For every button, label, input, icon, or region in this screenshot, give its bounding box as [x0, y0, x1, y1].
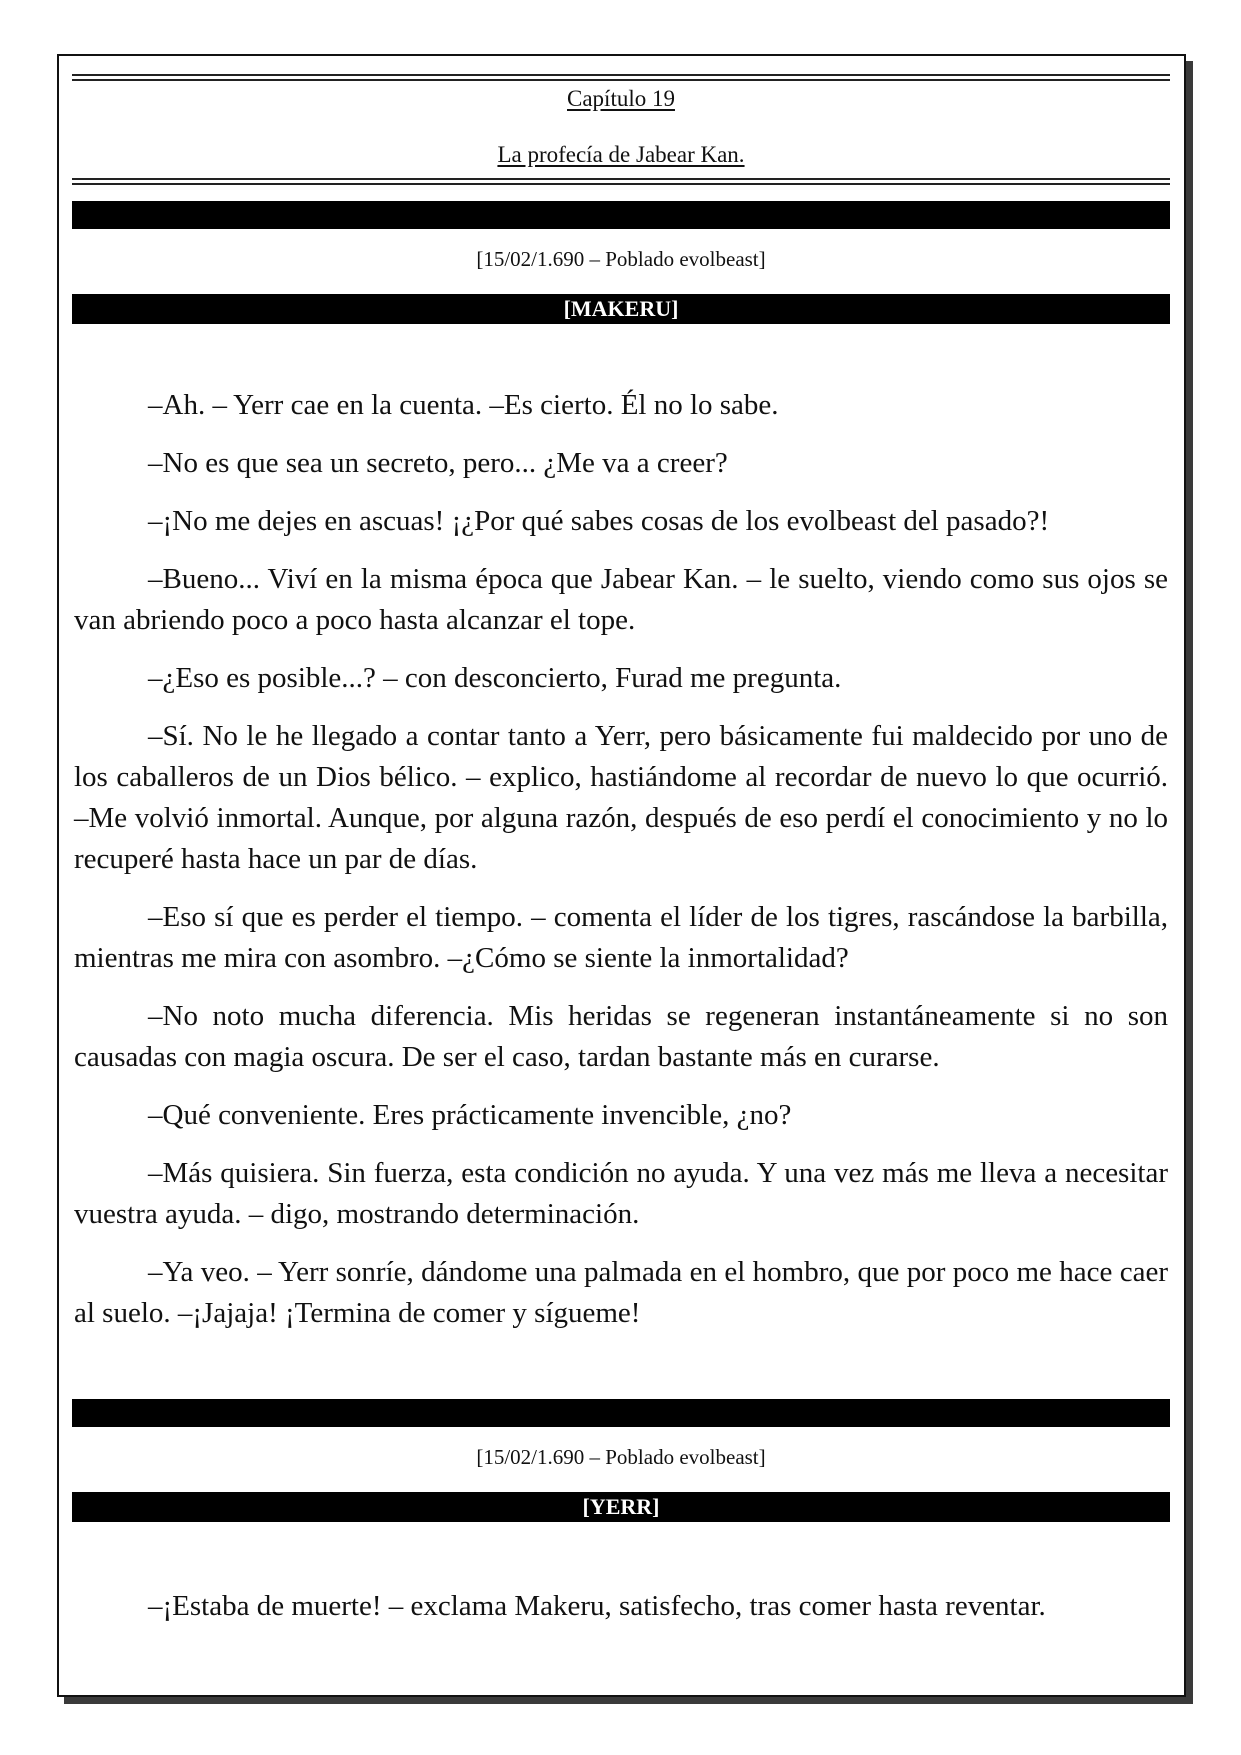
- scene-body: [74, 385, 1168, 1351]
- paragraph: –¿Eso es posible...? – con desconcierto, Furad me pregunta.: [148, 662, 842, 694]
- paragraph: –Ah. – Yerr cae en la cuenta. –Es cierto. Él no lo sabe.: [148, 389, 779, 421]
- paragraph: –Qué conveniente. Eres prácticamente invencible, ¿no?: [148, 1099, 792, 1131]
- scene-separator-bar: [72, 1399, 1170, 1427]
- chapter-title: La profecía de Jabear Kan.: [497, 142, 745, 167]
- paragraph: –¡No me dejes en ascuas! ¡¿Por qué sabes cosas de los evolbeast del pasado?!: [148, 505, 1050, 537]
- header-top-rule: [72, 74, 1170, 81]
- pov-banner: [YERR]: [72, 1492, 1170, 1522]
- pov-banner: [MAKERU]: [72, 294, 1170, 324]
- paragraph: –Bueno... Viví en la misma época que Jabear Kan. – le suelto, viendo como sus ojos se van abriendo poco a poco hasta alcanzar el tope.: [74, 563, 1168, 636]
- paragraph: –¡Estaba de muerte! – exclama Makeru, satisfecho, tras comer hasta reventar.: [148, 1590, 1046, 1622]
- paragraph: –Sí. No le he llegado a contar tanto a Yerr, pero básicamente fui maldecido por uno de los caballeros de un Dios bélico. – explico, hastiándome al recordar de nuevo lo que ocurrió. –Me volvió inmortal. Aunque, por alguna razón, después de eso perdí el conocimiento y no lo recuperé hasta hace un par de días.: [74, 720, 1168, 875]
- scene-body: [74, 1586, 1168, 1644]
- chapter-number: Capítulo 19: [567, 86, 675, 111]
- paragraph: –Ya veo. – Yerr sonríe, dándome una palmada en el hombro, que por poco me hace caer al suelo. –¡Jajaja! ¡Termina de comer y sígueme!: [74, 1256, 1168, 1329]
- paragraph: –Más quisiera. Sin fuerza, esta condición no ayuda. Y una vez más me lleva a necesitar vuestra ayuda. – digo, mostrando determinación.: [74, 1157, 1168, 1230]
- scene-separator-bar: [72, 201, 1170, 229]
- paragraph: –No noto mucha diferencia. Mis heridas se regeneran instantáneamente si no son causadas con magia oscura. De ser el caso, tardan bastante más en curarse.: [74, 1000, 1168, 1073]
- paragraph: –Eso sí que es perder el tiempo. – comenta el líder de los tigres, rascándose la barbilla, mientras me mira con asombro. –¿Cómo se siente la inmortalidad?: [74, 901, 1168, 974]
- scene-date: [15/02/1.690 – Poblado evolbeast]: [476, 1445, 766, 1469]
- scene-date: [15/02/1.690 – Poblado evolbeast]: [476, 247, 766, 271]
- paragraph: –No es que sea un secreto, pero... ¿Me va a creer?: [148, 447, 728, 479]
- header-bottom-rule: [72, 178, 1170, 185]
